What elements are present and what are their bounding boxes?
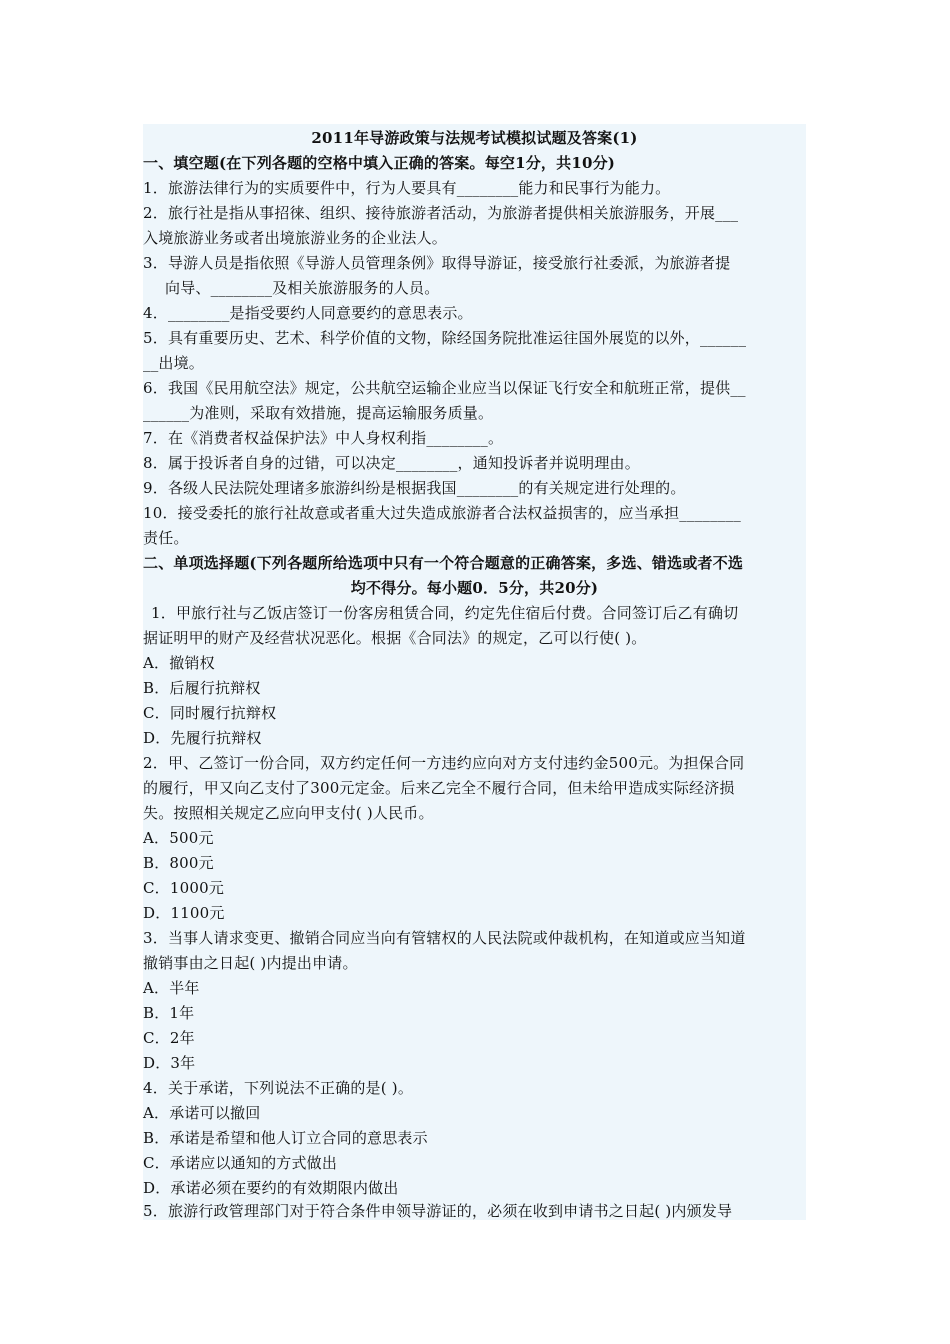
s2-line: 的履行，甲又向乙支付了300元定金。后来乙完全不履行合同，但未给甲造成实际经济损 — [143, 779, 735, 797]
s2-option: C．2年 — [143, 1029, 195, 1047]
s2-line: 4．关于承诺，下列说法不正确的是( )。 — [143, 1079, 414, 1097]
s2-option: D．1100元 — [143, 904, 225, 922]
s2-option: A．500元 — [143, 829, 214, 847]
section2-heading-cont: 均不得分。每小题0．5分，共20分) — [350, 579, 599, 597]
s1-line: 10．接受委托的旅行社故意或者重大过失造成旅游者合法权益损害的，应当承担________ — [143, 504, 741, 522]
s1-line: 3．导游人员是指依照《导游人员管理条例》取得导游证，接受旅行社委派，为旅游者提 — [143, 254, 731, 272]
s1-line: 5．具有重要历史、艺术、科学价值的文物，除经国务院批准运往国外展览的以外，______ — [143, 329, 747, 347]
s1-line: 责任。 — [143, 529, 189, 547]
s1-line: 4．________是指受要约人同意要约的意思表示。 — [143, 304, 473, 322]
s2-option: B．1年 — [143, 1004, 195, 1022]
s2-line: 3．当事人请求变更、撤销合同应当向有管辖权的人民法院或仲裁机构，在知道或应当知道 — [143, 929, 746, 947]
s2-line: 5．旅游行政管理部门对于符合条件申领导游证的，必须在收到申请书之日起( )内颁发导 — [143, 1202, 733, 1220]
s1-line: 1．旅游法律行为的实质要件中，行为人要具有________能力和民事行为能力。 — [143, 179, 671, 197]
s1-line: 入境旅游业务或者出境旅游业务的企业法人。 — [143, 229, 448, 247]
s2-option: B．800元 — [143, 854, 214, 872]
s2-option: A．撤销权 — [143, 654, 215, 672]
s2-line: 撤销事由之日起( )内提出申请。 — [143, 954, 358, 972]
section1-heading: 一、填空题(在下列各题的空格中填入正确的答案。每空1分，共10分) — [143, 154, 616, 172]
s2-option: A．半年 — [143, 979, 200, 997]
s2-option: B．承诺是希望和他人订立合同的意思表示 — [143, 1129, 428, 1147]
s2-option: C．承诺应以通知的方式做出 — [143, 1154, 338, 1172]
section2-heading: 二、单项选择题(下列各题所给选项中只有一个符合题意的正确答案，多选、错选或者不选 — [143, 554, 744, 572]
s2-option: C．1000元 — [143, 879, 225, 897]
s2-line: 2．甲、乙签订一份合同，双方约定任何一方违约应向对方支付违约金500元。为担保合同 — [143, 754, 745, 772]
s1-line: 6．我国《民用航空法》规定，公共航空运输企业应当以保证飞行安全和航班正常，提供__ — [143, 379, 746, 397]
document-title: 2011年导游政策与法规考试模拟试题及答案(1) — [311, 129, 638, 147]
s1-line: 8．属于投诉者自身的过错，可以决定________，通知投诉者并说明理由。 — [143, 454, 640, 472]
s1-line: 9．各级人民法院处理诸多旅游纠纷是根据我国________的有关规定进行处理的。 — [143, 479, 686, 497]
s1-line: 7．在《消费者权益保护法》中人身权利指________。 — [143, 429, 504, 447]
s2-line: 1．甲旅行社与乙饭店签订一份客房租赁合同，约定先住宿后付费。合同签订后乙有确切 — [151, 604, 739, 622]
s2-option: B．后履行抗辩权 — [143, 679, 261, 697]
s1-line: ______为准则，采取有效措施，提高运输服务质量。 — [143, 404, 494, 422]
s2-option: D．承诺必须在要约的有效期限内做出 — [143, 1179, 399, 1197]
s2-option: D．先履行抗辩权 — [143, 729, 262, 747]
s2-option: C．同时履行抗辩权 — [143, 704, 277, 722]
s1-line: 向导、________及相关旅游服务的人员。 — [165, 279, 440, 297]
s2-line: 失。按照相关规定乙应向甲支付( )人民币。 — [143, 804, 434, 822]
s1-line: 2．旅行社是指从事招徕、组织、接待旅游者活动，为旅游者提供相关旅游服务，开展___ — [143, 204, 739, 222]
s1-line: __出境。 — [143, 354, 205, 372]
s2-option: D．3年 — [143, 1054, 196, 1072]
s2-line: 据证明甲的财产及经营状况恶化。根据《合同法》的规定，乙可以行使( )。 — [143, 629, 647, 647]
s2-option: A．承诺可以撤回 — [143, 1104, 261, 1122]
